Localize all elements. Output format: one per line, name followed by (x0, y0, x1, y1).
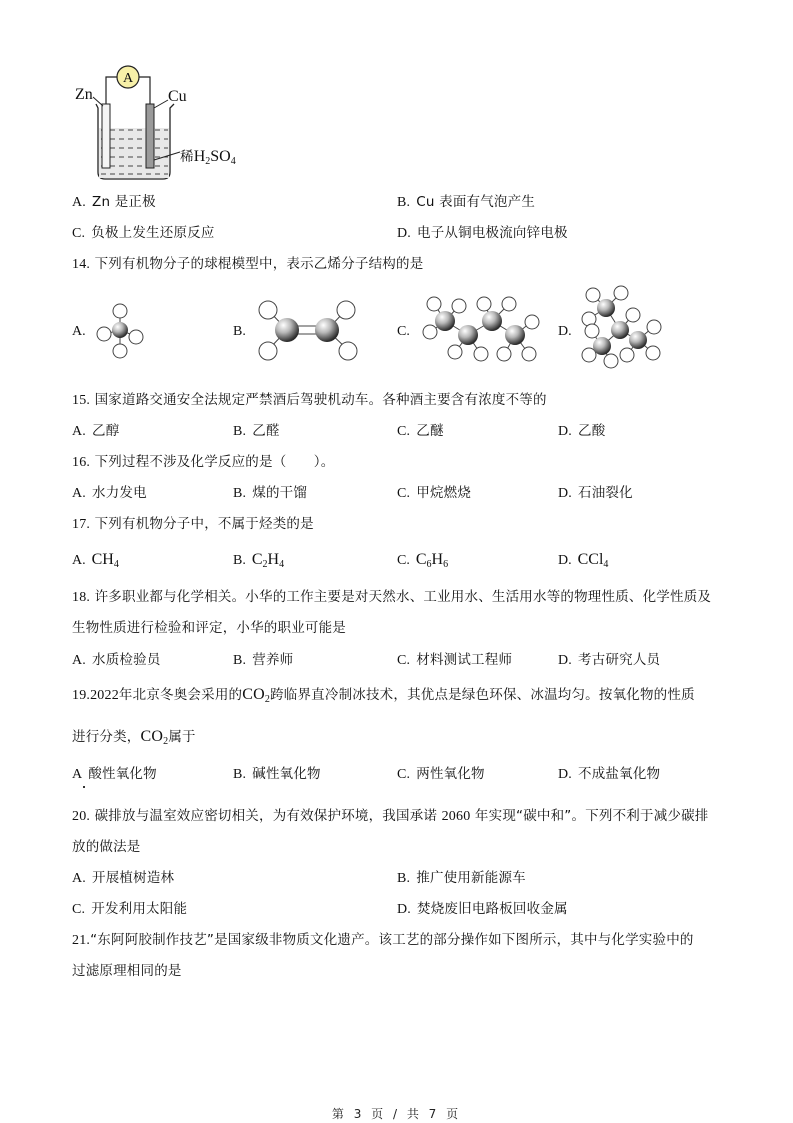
q14-option-d-label[interactable]: D. (558, 324, 572, 339)
solution-label: 稀$H_2SO_4$ (180, 148, 236, 167)
q20-option-d[interactable]: D. 焚烧废旧电路板回收金属 (397, 901, 568, 917)
zn-electrode-label: Zn (75, 86, 93, 103)
q20-stem-line2: 放的做法是 (72, 839, 141, 855)
q15-option-c[interactable]: C. 乙醚 (397, 423, 444, 439)
methane-model-icon[interactable] (95, 300, 145, 360)
q21-stem-line2: 过滤原理相同的是 (72, 963, 182, 979)
ethylene-model-icon[interactable] (255, 297, 365, 363)
q19-stem-line1: 19.2022年北京冬奥会采用的$CO_2$跨临界直冷制冰技术，其优点是绿色环保、冰温均匀。按氧化物的性质 (72, 686, 695, 705)
q14-stem: 14. 下列有机物分子的球棍模型中，表示乙烯分子结构的是 (72, 256, 424, 272)
q19-option-a[interactable]: A 酸性氧化物 (72, 766, 157, 782)
q13-option-c[interactable]: C. 负极上发生还原反应 (72, 225, 215, 241)
q16-option-a[interactable]: A. 水力发电 (72, 485, 147, 501)
q16-stem: 16. 下列过程不涉及化学反应的是（ ）。 (72, 454, 335, 470)
page-footer: 第 3 页 / 共 7 页 (331, 1107, 462, 1121)
q17-option-a[interactable]: A. $CH_4$ (72, 551, 119, 570)
q15-stem: 15. 国家道路交通安全法规定严禁酒后驾驶机动车。各种酒主要含有浓度不等的 (72, 392, 547, 408)
isobutane-model-icon[interactable] (580, 288, 670, 368)
q13-option-d[interactable]: D. 电子从铜电极流向锌电极 (397, 225, 568, 241)
q14-option-a-label[interactable]: A. (72, 324, 86, 339)
stray-dot (83, 786, 85, 788)
q19-stem-line2: 进行分类，$CO_2$属于 (72, 728, 196, 747)
q18-option-a[interactable]: A. 水质检验员 (72, 652, 161, 668)
q15-option-a[interactable]: A. 乙醇 (72, 423, 120, 439)
q20-stem-line1: 20. 碳排放与温室效应密切相关，为有效保护环境，我国承诺 2060 年实现“碳中和”。下列不利于减少碳排 (72, 808, 709, 824)
q16-option-c[interactable]: C. 甲烷燃烧 (397, 485, 472, 501)
q17-option-c[interactable]: C. $C_6H_6$ (397, 551, 449, 570)
q17-option-d[interactable]: D. CCl$_4$ (558, 551, 609, 570)
q13-option-a[interactable]: A. Zn 是正极 (72, 194, 156, 210)
q18-option-c[interactable]: C. 材料测试工程师 (397, 652, 513, 668)
butadiene-model-icon[interactable] (420, 295, 550, 365)
cu-electrode-label: Cu (168, 88, 187, 105)
q18-stem-line1: 18. 许多职业都与化学相关。小华的工作主要是对天然水、工业用水、生活用水等的物理性质、化学性质及 (72, 589, 712, 605)
q14-option-b-label[interactable]: B. (233, 324, 246, 339)
q14-option-c-label[interactable]: C. (397, 324, 410, 339)
q15-option-b[interactable]: B. 乙醛 (233, 423, 280, 439)
q17-option-b[interactable]: B. $C_2H_4$ (233, 551, 285, 570)
q20-option-c[interactable]: C. 开发利用太阳能 (72, 901, 188, 917)
q20-option-a[interactable]: A. 开展植树造林 (72, 870, 175, 886)
q18-option-b[interactable]: B. 营养师 (233, 652, 294, 668)
q18-stem-line2: 生物性质进行检验和评定，小华的职业可能是 (72, 620, 346, 636)
q21-stem-line1: 21.“东阿阿胶制作技艺”是国家级非物质文化遗产。该工艺的部分操作如下图所示，其中与化学实验中的 (72, 932, 694, 948)
q19-option-b[interactable]: B. 碱性氧化物 (233, 766, 321, 782)
ammeter-label: A (123, 71, 134, 86)
q18-option-d[interactable]: D. 考古研究人员 (558, 652, 661, 668)
q20-option-b[interactable]: B. 推广使用新能源车 (397, 870, 526, 886)
q17-stem: 17. 下列有机物分子中，不属于烃类的是 (72, 516, 314, 532)
q13-option-b[interactable]: B. Cu 表面有气泡产生 (397, 194, 536, 210)
q16-option-d[interactable]: D. 石油裂化 (558, 485, 633, 501)
q15-option-d[interactable]: D. 乙酸 (558, 423, 606, 439)
q19-option-d[interactable]: D. 不成盐氧化物 (558, 766, 661, 782)
q16-option-b[interactable]: B. 煤的干馏 (233, 485, 308, 501)
q19-option-c[interactable]: C. 两性氧化物 (397, 766, 485, 782)
